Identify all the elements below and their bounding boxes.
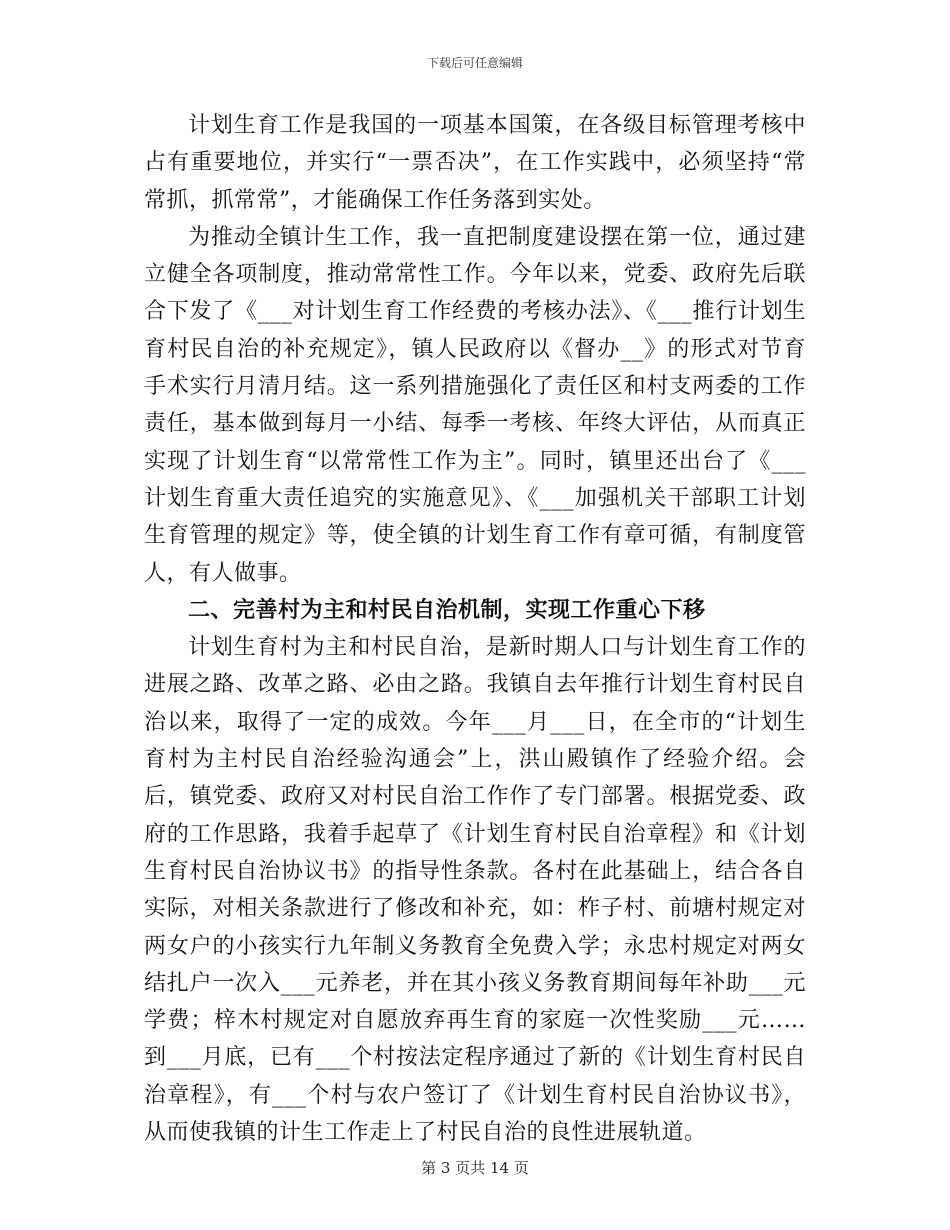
paragraph-2: 为推动全镇计生工作，我一直把制度建设摆在第一位，通过建立健全各项制度，推动常常性工作。今年以来，党委、政府先后联合下发了《___对计划生育工作经费的考核办法》、《___推行计划生育村民自治的补充规定》，镇人民政府以《督办__》的形式对节育手术实行月清月结。这一系列措施强化了责任区和村支两委的工作责任，基本做到每月一小结、每季一考核、年终大评估，从而真正实现了计划生育“以常常性工作为主”。同时，镇里还出台了《___计划生育重大责任追究的实施意见》、《___加强机关干部职工计划生育管理的规定》等，使全镇的计划生育工作有章可循，有制度管人，有人做事。 — [144, 224, 806, 586]
document-body — [144, 107, 806, 1151]
paragraph-1: 计划生育工作是我国的一项基本国策，在各级目标管理考核中占有重要地位，并实行“一票否决”，在工作实践中，必须坚持“常常抓，抓常常”，才能确保工作任务落到实处。 — [144, 113, 806, 213]
page-number-footer: 第 3 页共 14 页 — [421, 1159, 529, 1177]
paragraph-3: 计划生育村为主和村民自治，是新时期人口与计划生育工作的进展之路、改革之路、必由之路。我镇自去年推行计划生育村民自治以来，取得了一定的成效。今年___月___日，在全市的“计划生育村为主村民自治经验沟通会”上，洪山殿镇作了经验介绍。会后，镇党委、政府又对村民自治工作作了专门部署。根据党委、政府的工作思路，我着手起草了《计划生育村民自治章程》和《计划生育村民自治协议书》的指导性条款。各村在此基础上，结合各自实际，对相关条款进行了修改和补充，如：柞子村、前塘村规定对两女户的小孩实行九年制义务教育全免费入学；永忠村规定对两女结扎户一次入___元养老，并在其小孩义务教育期间每年补助___元学费；梓木村规定对自愿放弃再生育的家庭一次性奖励___元……到___月底，已有___个村按法定程序通过了新的《计划生育村民自治章程》，有___个村与农户签订了《计划生育村民自治协议书》，从而使我镇的计生工作走上了村民自治的良性进展轨道。 — [144, 635, 806, 1146]
page-header: 下载后可任意编辑 — [426, 56, 523, 70]
section-heading: 二、完善村为主和村民自治机制，实现工作重心下移 — [188, 596, 706, 623]
